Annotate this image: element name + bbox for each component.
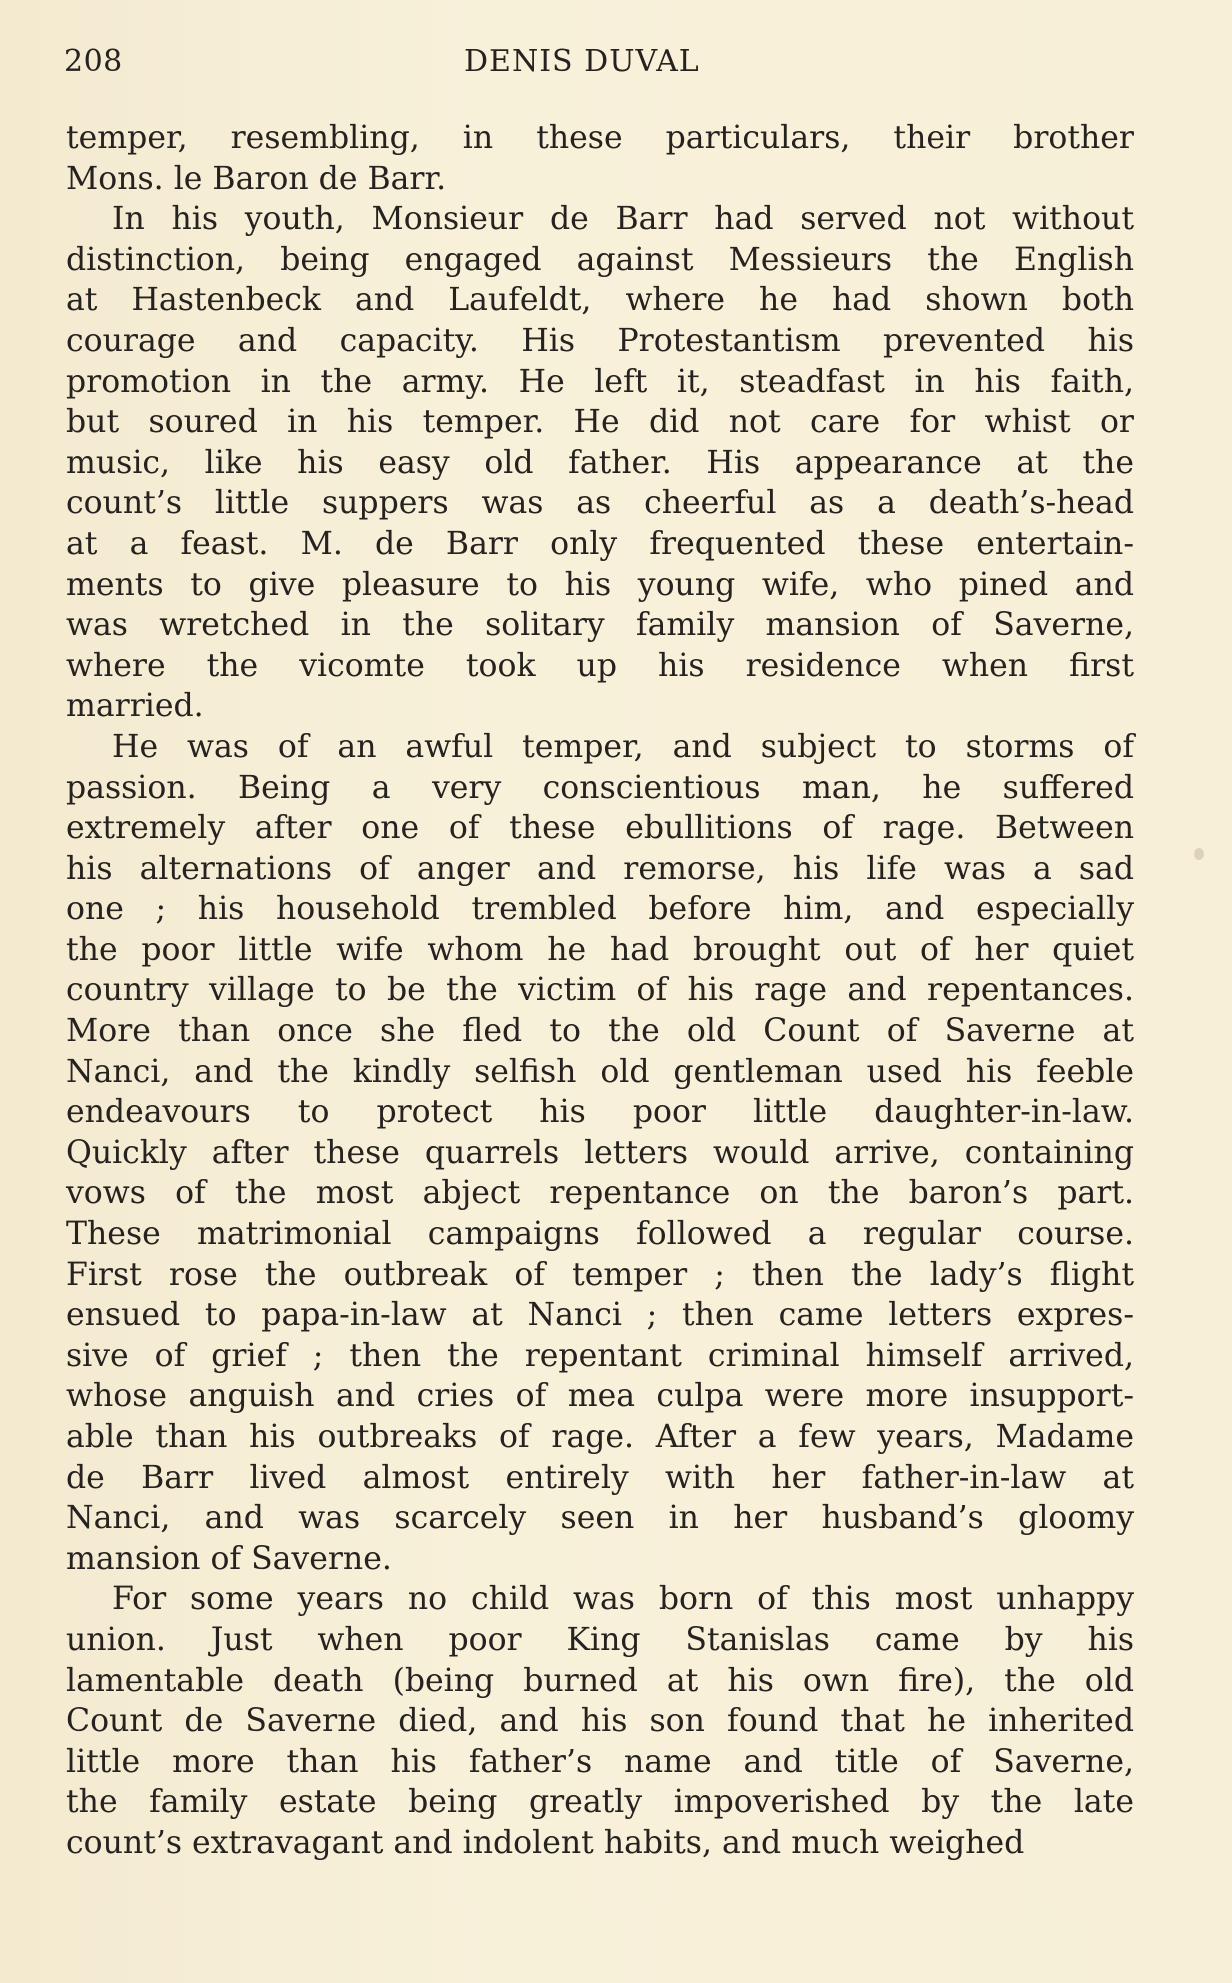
text-line: First rose the outbreak of temper ; then the lady’s flight [66,1256,1134,1293]
text-line: the family estate being greatly impoverished by the late [66,1784,1134,1821]
text-line: count’s little suppers was as cheerful as a death’s-head [66,485,1134,522]
text-line: vows of the most abject repentance on the baron’s part. [66,1175,1134,1212]
text-line: These matrimonial campaigns followed a regular course. [66,1216,1134,1253]
text-line: able than his outbreaks of rage. After a few years, Madame [66,1419,1134,1455]
text-line: country village to be the victim of his rage and repentances. [66,972,1134,1009]
text-line: his alternations of anger and remorse, his life was a sad [66,850,1134,887]
text-line: at a feast. M. de Barr only frequented these entertain- [66,525,1134,562]
text-line: ensued to papa-in-law at Nanci ; then came letters expres- [66,1297,1134,1334]
text-line: Quickly after these quarrels letters would arrive, containing [66,1134,1134,1171]
text-line: promotion in the army. He left it, steadfast in his faith, [66,363,1134,400]
text-line: extremely after one of these ebullitions of rage. Between [66,810,1134,847]
paper-speck [1194,848,1204,860]
text-line: the poor little wife whom he had brought out of her quiet [66,931,1134,968]
text-line: He was of an awful temper, and subject to storms of [112,728,1134,765]
text-line: temper, resembling, in these particulars, their brother [66,120,1134,156]
text-line: For some years no child was born of this most unhappy [112,1581,1134,1618]
text-line: Mons. le Baron de Barr. [66,160,447,197]
text-line: count’s extravagant and indolent habits, and much weighed [66,1824,1025,1861]
text-line: passion. Being a very conscientious man, he suffered [66,769,1134,806]
text-line: de Barr lived almost entirely with her father-in-law at [66,1459,1134,1496]
text-line: Nanci, and was scarcely seen in her husband’s gloomy [66,1500,1134,1537]
text-line: music, like his easy old father. His appearance at the [66,444,1134,481]
body-text [66,118,1134,1864]
paragraph [66,118,1134,199]
text-line: More than once she fled to the old Count of Saverne at [66,1013,1134,1050]
text-line: In his youth, Monsieur de Barr had served not without [112,201,1134,238]
text-line: at Hastenbeck and Laufeldt, where he had shown both [66,282,1134,319]
text-line: union. Just when poor King Stanislas came by his [66,1621,1134,1658]
text-line: sive of grief ; then the repentant criminal himself arrived, [66,1337,1134,1374]
paragraph [66,199,1134,727]
text-line: little more than his father’s name and title of Saverne, [66,1743,1134,1780]
paragraph [66,1579,1134,1863]
text-line: was wretched in the solitary family mansion of Saverne, [66,607,1134,644]
page-number: 208 [64,44,123,79]
page-header [64,44,1134,84]
text-line: where the vicomte took up his residence when first [66,647,1134,684]
text-line: ments to give pleasure to his young wife, who pined and [66,566,1134,603]
text-line: one ; his household trembled before him, and especially [66,891,1134,928]
text-line: married. [66,688,204,725]
text-line: but soured in his temper. He did not care for whist or [66,404,1134,441]
text-line: distinction, being engaged against Messieurs the English [66,241,1134,278]
text-line: Nanci, and the kindly selfish old gentleman used his feeble [66,1053,1134,1090]
paragraph [66,727,1134,1579]
text-line: lamentable death (being burned at his own fire), the old [66,1662,1134,1699]
text-line: Count de Saverne died, and his son found that he inherited [66,1703,1134,1740]
text-line: whose anguish and cries of mea culpa were more insupport- [66,1378,1134,1415]
running-title: DENIS DUVAL [464,44,700,79]
text-line: mansion of Saverne. [66,1540,392,1577]
text-line: endeavours to protect his poor little daughter-in-law. [66,1094,1134,1131]
text-line: courage and capacity. His Protestantism prevented his [66,322,1134,359]
